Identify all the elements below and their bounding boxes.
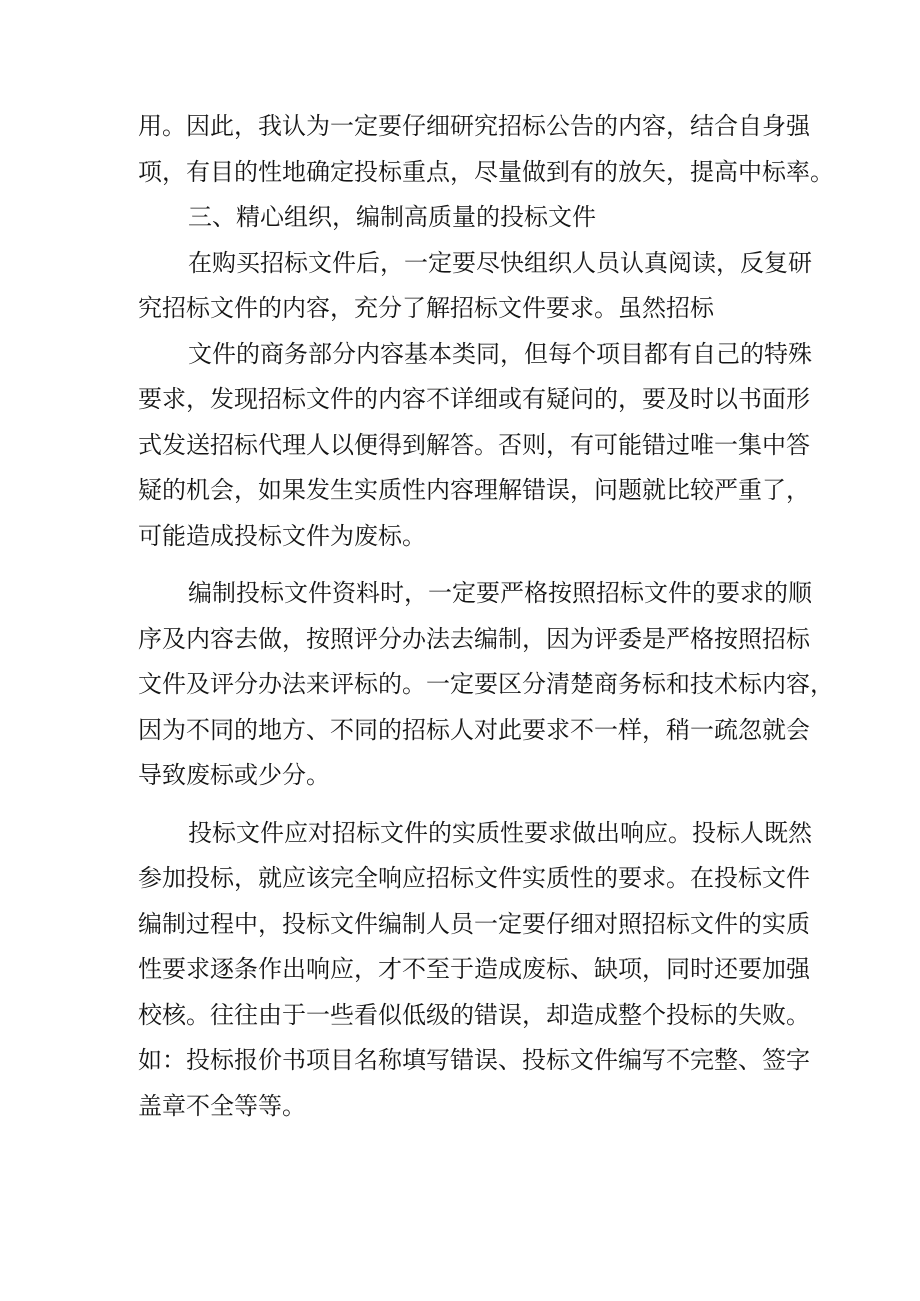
text-line: 要求，发现招标文件的内容不详细或有疑问的，要及时以书面形 — [138, 385, 810, 413]
text-line: 导致废标或少分。 — [138, 761, 330, 789]
text-line: 编制过程中，投标文件编制人员一定要仔细对照招标文件的实质 — [138, 909, 810, 938]
text-line: 序及内容去做，按照评分办法去编制，因为评委是严格按照招标 — [138, 624, 810, 653]
section-heading-3 — [138, 195, 798, 241]
heading-text: 三、精心组织，编制高质量的投标文件 — [188, 203, 596, 231]
text-line: 究招标文件的内容，充分了解招标文件要求。虽然招标 — [138, 294, 714, 322]
text-line: 参加投标，就应该完全响应招标文件实质性的要求。在投标文件 — [138, 864, 810, 892]
text-line: 投标文件应对招标文件的实质性要求做出响应。投标人既然 — [188, 818, 812, 847]
text-line: 盖章不全等等。 — [138, 1091, 306, 1120]
text-line: 如：投标报价书项目名称填写错误、投标文件编写不完整、签字 — [138, 1046, 810, 1074]
text-line: 用。因此，我认为一定要仔细研究招标公告的内容，结合自身强 — [138, 112, 810, 140]
text-line: 项，有目的性地确定投标重点，尽量做到有的放矢，提高中标率。 — [138, 157, 834, 186]
text-line: 性要求逐条作出响应，才不至于造成废标、缺项，同时还要加强 — [138, 955, 810, 983]
text-line: 文件的商务部分内容基本类同，但每个项目都有自己的特殊 — [188, 339, 812, 368]
text-line: 文件及评分办法来评标的。一定要区分清楚商务标和技术标内容， — [138, 670, 834, 698]
text-line: 在购买招标文件后，一定要尽快组织人员认真阅读，反复研 — [188, 248, 812, 277]
paragraph-compile — [138, 571, 834, 799]
document-body — [138, 104, 834, 1129]
text-line: 式发送招标代理人以便得到解答。否则，有可能错过唯一集中答 — [138, 430, 810, 459]
paragraph-business — [138, 332, 812, 560]
paragraph-purchase — [138, 241, 812, 332]
text-line: 因为不同的地方、不同的招标人对此要求不一样，稍一疏忽就会 — [138, 715, 810, 744]
text-line: 校核。往往由于一些看似低级的错误，却造成整个投标的失败。 — [138, 1000, 810, 1029]
text-line: 编制投标文件资料时，一定要严格按照招标文件的要求的顺 — [188, 579, 812, 607]
text-line: 可能造成投标文件为废标。 — [138, 521, 426, 550]
text-line: 疑的机会，如果发生实质性内容理解错误，问题就比较严重了， — [138, 476, 810, 504]
paragraph-respond — [138, 811, 812, 1130]
paragraph-intro-continuation — [138, 104, 834, 195]
